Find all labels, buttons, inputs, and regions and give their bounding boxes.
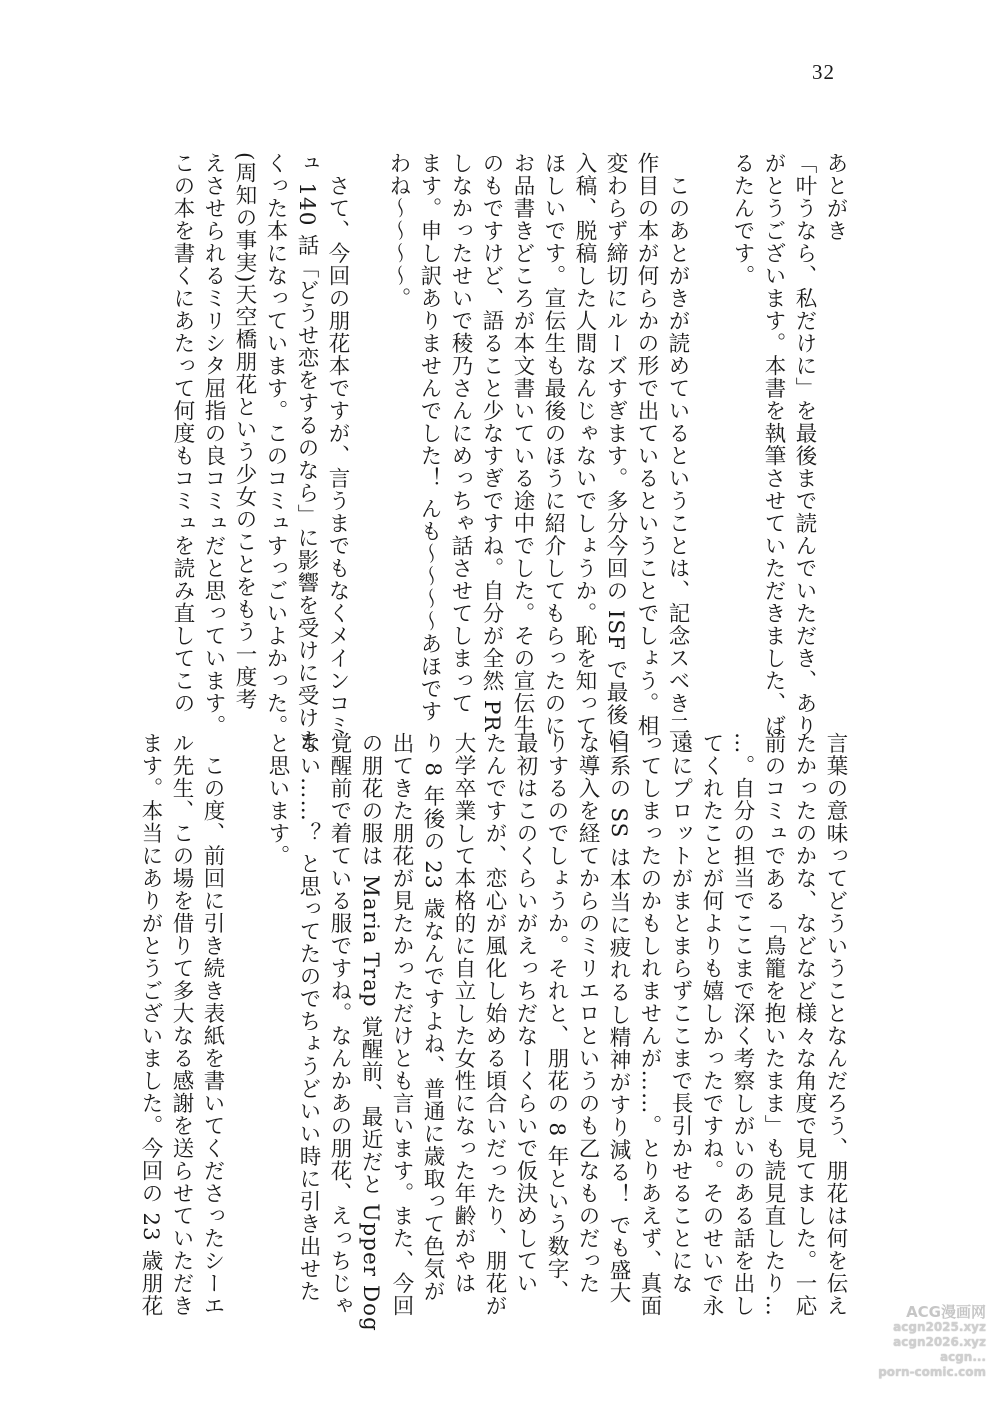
watermark-line: acgn2026.xyz — [893, 1335, 986, 1349]
watermark-line: acgn... — [939, 1350, 986, 1364]
page-number: 32 — [812, 60, 835, 84]
afterword-heading: あとがき — [823, 152, 848, 242]
top-paragraph-1: 「叶うなら、私だけに」を最後まで読んでいただき、あり がとうございます。本書を執筆させていただきました、ば るたんです。 — [730, 152, 817, 737]
watermark-brand: ACG漫画网 — [906, 1303, 986, 1321]
bottom-paragraph-2: この度、前回に引き続き表紙を書いてくださったシーエ ル先生、この場を借りて多大なる感謝を送らせていただき ます。本当にありがとうございました。今回の 23 歳朋花 — [138, 732, 225, 1318]
top-paragraph-2: このあとがきが読めているということは、記念スベき二 作目の本が何らかの形で出ているということでしょう。相 変わらず締切にルーズすぎます。多分今回の ISF で最後に 入稿、脱稿した人間なんじゃないでしょうか。恥を知って ほしいです。宣伝生も最後のほうに紹介してもらったのに お品書きどころが本文書いている途中でした。その宣伝生 のもですけど、語ること少なすぎですね。自分が全然 PR しなかったせいで稜乃さんにめっちゃ話させてしまって ます。申し訳ありませんでした！ んも〜〜〜〜あほです わね〜〜〜〜。 — [386, 152, 690, 749]
bottom-paragraph-1: 言葉の意味ってどういうことなんだろう、朋花は何を伝え たかったのかな、などなど様々な角度で見てました。一応 前のコミュである「鳥籠を抱いたまま」も読見直したり… …。自分の担当でここまで深く考察しがいのある話を出し てくれたことが何よりも嬉しかったですね。そのせいで永 遠にプロットがまとまらずここまで長引かせることにな ってしまったのかもしれませんが……。とりあえず、真面 目系の SS は本当に疲れるし精神がすり減る！ でも盛大 な導入を経てからのミリエロというのも乙なものだった りするのでしょうか。それと、朋花の 8 年という数字、 最初はこのくらいがえっちだなーくらいで仮決めしてい たんですが、恋心が風化し始める頃合いだったり、朋花が 大学卒業して本格的に自立した女性になった年齢がやは り 8 年後の 23 歳なんですよね、普通に歳取って色気が 出てきた朋花が見たかっただけとも言います。また、今回 の朋花の服は Maria Trap 覚醒前、最近だと Upper Dog 覚醒前で着ている服ですね。なんかあの朋花、えっちじゃ ない……？ と思ってたのでちょうどいい時に引き出せた と思います。 — [265, 732, 848, 1332]
top-paragraph-3: さて、今回の朋花本ですが、言うまでもなくメインコミ ュ 140 話「どうせ恋をするのなら」に影響を受けに受けま くった本になっています。このコミュすっごいよかった。 (周知の事実)天空橋朋花という少女のことをもう一度考 えさせられるミリシタ屈指の良コミュだと思っています。 この本を書くにあたって何度もコミュを読み直してこの — [170, 152, 350, 752]
watermark-line: porn-comic.com — [878, 1365, 986, 1379]
site-watermark — [876, 1298, 986, 1380]
watermark-line: acgn2025.xyz — [893, 1320, 986, 1334]
